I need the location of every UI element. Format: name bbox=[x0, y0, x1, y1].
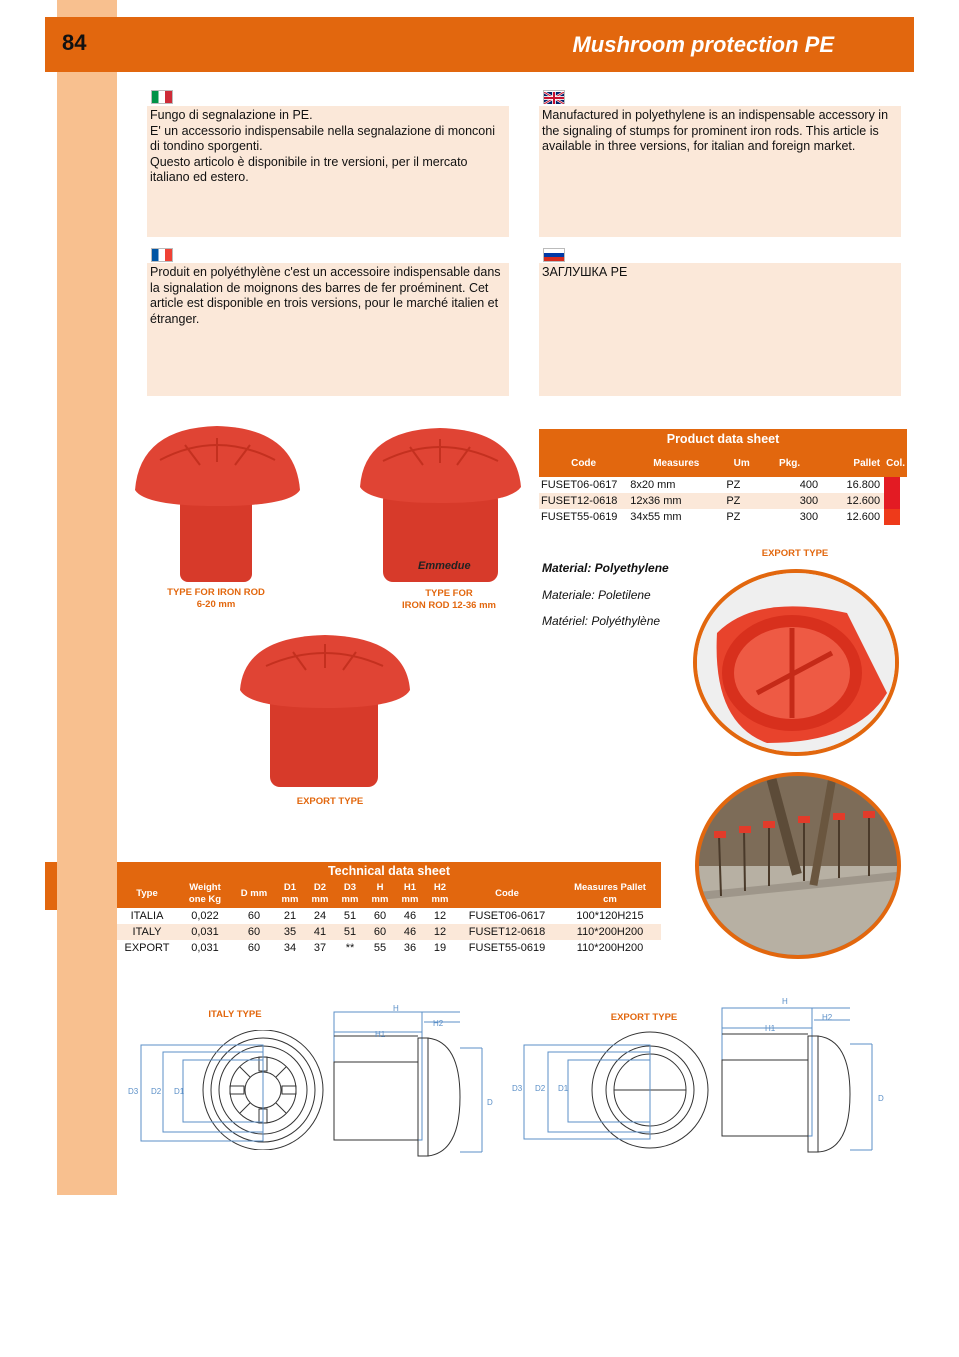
side-strip bbox=[57, 0, 117, 1195]
tds-h2: 19 bbox=[433, 942, 447, 954]
pds-header-code: Code bbox=[539, 449, 628, 477]
tds-type: ITALY bbox=[117, 924, 177, 940]
tds-h: 55 bbox=[373, 942, 387, 954]
pds-code: FUSET55-0619 bbox=[541, 511, 618, 523]
tds-h: 60 bbox=[373, 910, 387, 922]
tds-h1: 46 bbox=[395, 924, 425, 940]
dim-label-h1-export: H1 bbox=[765, 1024, 776, 1033]
label-iron-rod-6-20 bbox=[155, 587, 277, 611]
tds-header-d3-line2: mm bbox=[341, 894, 359, 905]
pds-code: FUSET12-0618 bbox=[539, 493, 628, 509]
pds-pkg: 300 bbox=[799, 511, 819, 523]
description-italian: Fungo di segnalazione in PE. E' un accessorio indispensabile nella segnalazione di monconi di tondino sporgenti. Questo articolo è disponibile in tre versioni, per il mercato italiano ed estero. bbox=[147, 106, 509, 237]
dim-label-h-export: H bbox=[782, 997, 788, 1006]
pds-measures: 34x55 mm bbox=[630, 511, 682, 523]
tds-h2: 12 bbox=[433, 910, 447, 922]
pds-header-um: Um bbox=[724, 449, 759, 477]
tds-code: FUSET06-0617 bbox=[468, 910, 546, 922]
tds-pallet: 100*120H215 bbox=[576, 910, 644, 922]
label-iron-rod-6-20-line1: TYPE FOR IRON ROD bbox=[167, 587, 265, 598]
tds-type: EXPORT bbox=[124, 942, 170, 954]
tds-header-h2-line2: mm bbox=[431, 894, 449, 905]
tds-header-pallet bbox=[559, 880, 661, 908]
tds-header-h1-line2: mm bbox=[401, 894, 419, 905]
technical-data-sheet-title: Technical data sheet bbox=[117, 862, 661, 880]
dim-label-d2-italy: D2 bbox=[151, 1087, 162, 1096]
pds-pkg: 300 bbox=[759, 493, 820, 509]
drawing-italy-side-view bbox=[332, 1002, 492, 1162]
tds-header-pallet-line1: Measures Pallet bbox=[574, 882, 646, 893]
tds-pallet: 110*200H200 bbox=[576, 942, 644, 954]
table-row bbox=[539, 509, 907, 525]
drawing-label-export: EXPORT TYPE bbox=[610, 1012, 678, 1023]
tds-h1: 36 bbox=[403, 942, 417, 954]
tds-header-d2-line1: D2 bbox=[313, 882, 327, 893]
tds-d: 60 bbox=[233, 924, 275, 940]
export-cap-photo bbox=[693, 569, 899, 756]
watermark-logo: Emmedue bbox=[418, 560, 471, 572]
tds-header-pallet-line2: cm bbox=[603, 894, 617, 905]
pds-measures: 12x36 mm bbox=[628, 493, 724, 509]
description-english: Manufactured in polyethylene is an indispensable accessory in the signaling of stumps for prominent iron rods. This article is available in three versions, for italian and foreign market. bbox=[539, 106, 901, 237]
pds-header-pkg: Pkg. bbox=[759, 449, 820, 477]
table-row bbox=[539, 493, 907, 509]
label-iron-rod-6-20-line2: 6-20 mm bbox=[196, 599, 236, 610]
dim-label-d-italy: D bbox=[487, 1098, 493, 1107]
tds-header-d3 bbox=[335, 880, 365, 908]
tds-d: 60 bbox=[247, 910, 261, 922]
tds-weight: 0,022 bbox=[191, 910, 219, 922]
pds-header-col: Col. bbox=[884, 449, 907, 477]
tds-header-h2-line1: H2 bbox=[433, 882, 447, 893]
dim-label-d1-italy: D1 bbox=[174, 1087, 185, 1096]
tds-header-h2 bbox=[425, 880, 455, 908]
pds-header-pallet: Pallet bbox=[820, 449, 884, 477]
tds-header-weight-line1: Weight bbox=[189, 882, 221, 893]
uk-flag-icon bbox=[543, 90, 565, 104]
table-row bbox=[117, 940, 661, 956]
pds-measures: 8x20 mm bbox=[630, 479, 676, 491]
dim-label-h-italy: H bbox=[393, 1004, 399, 1013]
pds-pallet: 16.800 bbox=[846, 479, 881, 491]
material-english: Material: Polyethylene bbox=[542, 561, 669, 575]
tds-header-d1-line1: D1 bbox=[283, 882, 297, 893]
cap-image-export bbox=[238, 632, 413, 792]
tds-header-type: Type bbox=[117, 880, 177, 908]
pds-um: PZ bbox=[726, 511, 741, 523]
page-number: 84 bbox=[62, 30, 87, 55]
tds-d1: 34 bbox=[283, 942, 297, 954]
tds-marker bbox=[45, 862, 57, 910]
tds-weight: 0,031 bbox=[177, 924, 233, 940]
tds-pallet: 110*200H200 bbox=[559, 924, 661, 940]
tds-d2: 41 bbox=[305, 924, 335, 940]
dim-label-h2-export: H2 bbox=[822, 1013, 833, 1022]
label-export-type: EXPORT TYPE bbox=[296, 796, 364, 807]
dim-label-h1-italy: H1 bbox=[375, 1030, 386, 1039]
dim-label-d-export: D bbox=[878, 1094, 884, 1103]
tds-header-d3-line1: D3 bbox=[343, 882, 357, 893]
label-export-type-photo: EXPORT TYPE bbox=[761, 548, 829, 559]
tds-h: 60 bbox=[365, 924, 395, 940]
russia-flag-icon bbox=[543, 248, 565, 262]
description-french: Produit en polyéthylène c'est un accessoire indispensable dans la signalation de moignons des barres de fer proéminent. Cet article est disponible en trois versions, pour le marché italien et étranger. bbox=[147, 263, 509, 396]
tds-d2: 24 bbox=[313, 910, 327, 922]
dim-label-d2-export: D2 bbox=[535, 1084, 546, 1093]
site-photo bbox=[695, 772, 901, 959]
table-row bbox=[117, 908, 661, 924]
tds-type: ITALIA bbox=[130, 910, 164, 922]
tds-d3: 51 bbox=[335, 924, 365, 940]
dim-label-d1-export: D1 bbox=[558, 1084, 569, 1093]
tds-h1: 46 bbox=[403, 910, 417, 922]
label-iron-rod-12-36-line1: TYPE FOR bbox=[425, 588, 473, 599]
product-data-sheet-title: Product data sheet bbox=[539, 429, 907, 449]
product-data-sheet bbox=[539, 429, 914, 525]
tds-header-d: D mm bbox=[233, 880, 275, 908]
tds-header-d2 bbox=[305, 880, 335, 908]
pds-color-swatch bbox=[884, 477, 907, 493]
pds-pallet: 12.600 bbox=[846, 511, 881, 523]
page-title: Mushroom protection PE bbox=[572, 32, 834, 57]
tds-d: 60 bbox=[247, 942, 261, 954]
tds-header-weight-line2: one Kg bbox=[188, 894, 222, 905]
pds-color-swatch bbox=[884, 509, 907, 525]
material-french: Matériel: Polyéthylène bbox=[542, 614, 661, 628]
tds-header-d1 bbox=[275, 880, 305, 908]
table-row bbox=[117, 924, 661, 940]
tds-code: FUSET55-0619 bbox=[468, 942, 546, 954]
tds-header-code: Code bbox=[455, 880, 559, 908]
france-flag-icon bbox=[151, 248, 173, 262]
tds-header-h-line1: H bbox=[376, 882, 384, 893]
drawing-export-side-view bbox=[720, 998, 880, 1158]
pds-color-swatch bbox=[884, 493, 907, 509]
pds-pallet: 12.600 bbox=[820, 493, 884, 509]
pds-um: PZ bbox=[724, 493, 759, 509]
dim-label-d3-export: D3 bbox=[512, 1084, 523, 1093]
tds-weight: 0,031 bbox=[191, 942, 219, 954]
tds-header-h1-line1: H1 bbox=[403, 882, 417, 893]
italy-flag-icon bbox=[151, 90, 173, 104]
pds-pkg: 400 bbox=[799, 479, 819, 491]
tds-header-d2-line2: mm bbox=[311, 894, 329, 905]
tds-header-h1 bbox=[395, 880, 425, 908]
drawing-label-italy: ITALY TYPE bbox=[208, 1009, 262, 1020]
tds-d2: 37 bbox=[313, 942, 327, 954]
label-iron-rod-12-36-line2: IRON ROD 12-36 mm bbox=[402, 600, 496, 611]
dim-label-h2-italy: H2 bbox=[433, 1019, 444, 1028]
material-italian: Materiale: Poletilene bbox=[542, 588, 651, 602]
pds-header-measures: Measures bbox=[628, 449, 724, 477]
tds-d1: 21 bbox=[283, 910, 297, 922]
tds-d1: 35 bbox=[275, 924, 305, 940]
tds-header-weight bbox=[177, 880, 233, 908]
tds-h2: 12 bbox=[425, 924, 455, 940]
description-russian: ЗАГЛУШКА PE bbox=[539, 263, 901, 396]
tds-header-h-line2: mm bbox=[371, 894, 389, 905]
tds-d3: ** bbox=[345, 942, 355, 954]
tds-code: FUSET12-0618 bbox=[455, 924, 559, 940]
pds-um: PZ bbox=[726, 479, 741, 491]
tds-d3: 51 bbox=[343, 910, 357, 922]
label-iron-rod-12-36 bbox=[390, 588, 508, 612]
tds-header-d1-line2: mm bbox=[281, 894, 299, 905]
dim-label-d3-italy: D3 bbox=[128, 1087, 139, 1096]
tds-header-h bbox=[365, 880, 395, 908]
table-row bbox=[539, 477, 907, 493]
pds-code: FUSET06-0617 bbox=[541, 479, 618, 491]
technical-data-sheet bbox=[117, 862, 661, 956]
cap-image-iron-rod-6-20 bbox=[130, 420, 305, 585]
